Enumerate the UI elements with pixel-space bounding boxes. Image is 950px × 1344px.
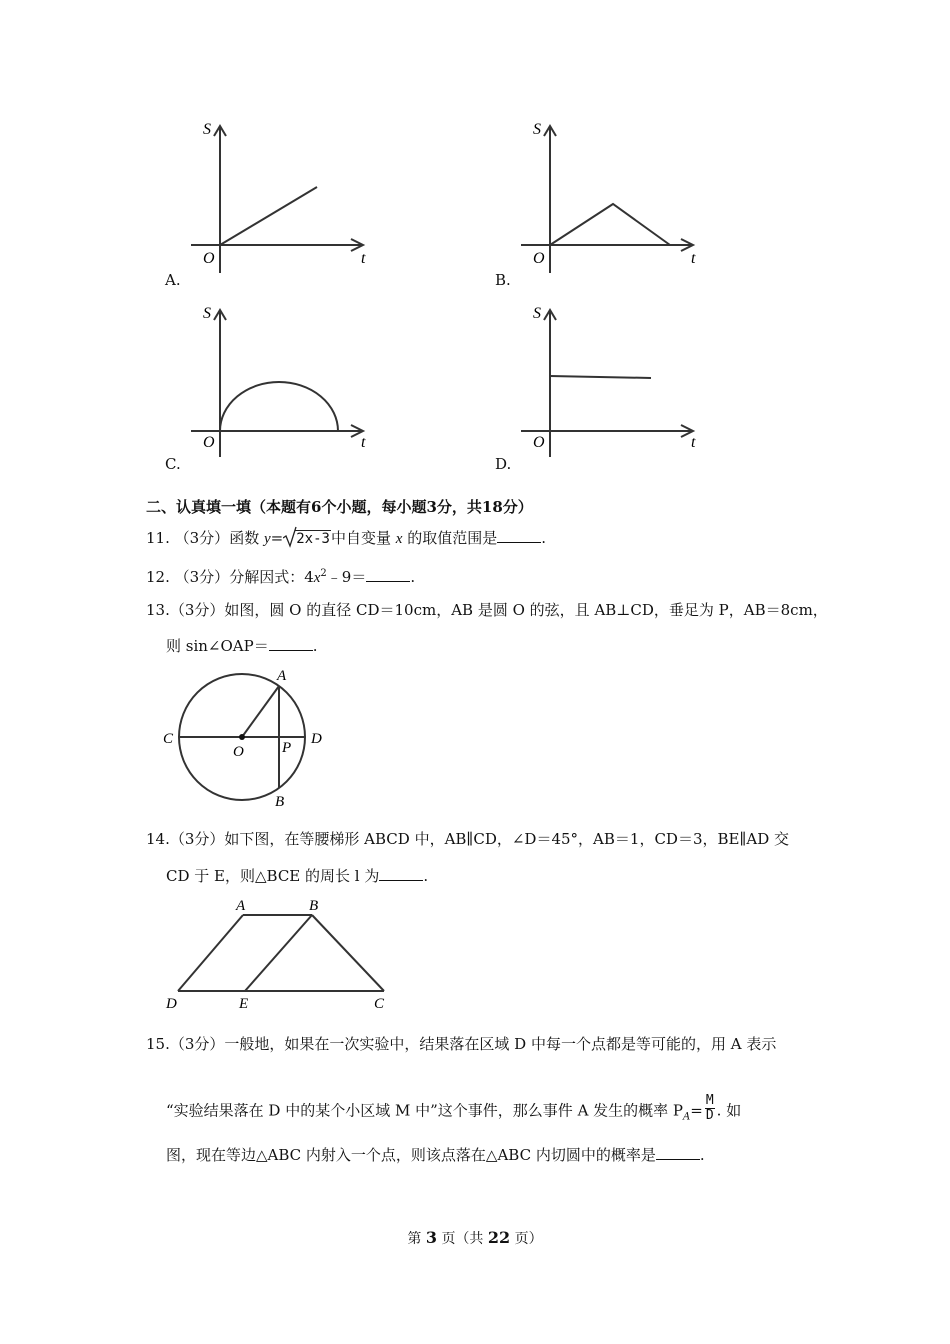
graph-c-x-label: t bbox=[361, 434, 366, 451]
q15-text-line-3: 图，现在等边△ABC 内射入一个点，则该点落在△ABC 内切圆中的概率是 bbox=[166, 1146, 656, 1164]
footer-total-pages: 22 bbox=[487, 1228, 511, 1247]
footer-mid: 页（共 bbox=[441, 1231, 484, 1247]
q12-text-a: 分解因式：4 bbox=[229, 568, 314, 586]
q11-score: （3分） bbox=[174, 529, 230, 547]
question-13-line-1 bbox=[146, 600, 828, 620]
q12-number: 12. bbox=[146, 568, 170, 586]
graph-b-option: B. bbox=[495, 271, 511, 289]
question-15-line-3 bbox=[166, 1145, 705, 1165]
q13-label-d: D bbox=[311, 731, 322, 747]
question-14-line-1 bbox=[146, 829, 789, 849]
q15-score: （3分） bbox=[169, 1035, 225, 1053]
q11-text-c: 的取值范围是 bbox=[407, 529, 498, 547]
q15-text-line-2b: . 如 bbox=[716, 1101, 742, 1120]
graph-a-x-label: t bbox=[361, 250, 366, 267]
q15-subscript: A bbox=[683, 1111, 691, 1123]
graph-c-option: C. bbox=[165, 455, 181, 473]
graph-d-option: D. bbox=[495, 455, 512, 473]
question-13-line-2 bbox=[166, 636, 318, 656]
q13-label-a: A bbox=[277, 668, 287, 684]
graph-c-y-label: S bbox=[203, 305, 211, 322]
graph-d-x-label: t bbox=[691, 434, 696, 451]
q13-label-p: P bbox=[282, 740, 292, 756]
q14-end: . bbox=[423, 867, 429, 885]
q14-text-line-1: 如下图，在等腰梯形 ABCD 中，AB∥CD，∠D＝45°，AB＝1，CD＝3，BE∥AD 交 bbox=[224, 830, 790, 848]
question-15-line-2 bbox=[166, 1093, 742, 1131]
q12-var-x: x bbox=[313, 570, 321, 586]
q13-text-line-1: 如图，圆 O 的直径 CD＝10cm，AB 是圆 O 的弦，且 AB⊥CD，垂足为 P，AB＝8cm， bbox=[224, 601, 828, 619]
page-footer bbox=[0, 1228, 950, 1248]
q11-eq: = bbox=[270, 529, 284, 547]
q11-text-a: 函数 bbox=[229, 529, 260, 547]
q14-answer-blank[interactable] bbox=[379, 866, 423, 881]
q14-label-a: A bbox=[236, 898, 246, 914]
q13-answer-blank[interactable] bbox=[269, 636, 313, 651]
q13-label-o: O bbox=[233, 744, 244, 760]
graph-a-option: A. bbox=[165, 271, 181, 289]
q14-number: 14. bbox=[146, 830, 170, 848]
q13-label-b: B bbox=[275, 794, 285, 810]
q11-var-y: y bbox=[263, 531, 271, 547]
q14-label-c: C bbox=[374, 996, 385, 1012]
question-12 bbox=[146, 564, 415, 588]
q13-circle-figure bbox=[160, 660, 340, 810]
graph-a-origin-label: O bbox=[203, 250, 215, 267]
graph-d-y-label: S bbox=[533, 305, 541, 322]
q15-eq: = bbox=[690, 1101, 703, 1120]
q12-end: . bbox=[410, 568, 416, 586]
q14-text-line-2: CD 于 E，则△BCE 的周长 l 为 bbox=[166, 867, 380, 885]
q14-score: （3分） bbox=[169, 830, 225, 848]
q15-text-line-2: “实验结果落在 D 中的某个小区域 M 中”这个事件，那么事件 A 发生的概率 P bbox=[166, 1101, 684, 1120]
q15-end: . bbox=[699, 1146, 705, 1164]
q15-text-line-1: 一般地，如果在一次实验中，结果落在区域 D 中每一个点都是等可能的，用 A 表示 bbox=[224, 1035, 777, 1053]
q11-var-x: x bbox=[395, 531, 403, 547]
q15-number: 15. bbox=[146, 1035, 170, 1053]
q12-score: （3分） bbox=[174, 568, 230, 586]
question-11 bbox=[146, 528, 546, 549]
q11-end: . bbox=[541, 529, 546, 547]
graph-c-origin-label: O bbox=[203, 434, 215, 451]
graph-c bbox=[185, 302, 385, 462]
q14-trapezoid-figure bbox=[160, 892, 400, 1014]
graph-b-origin-label: O bbox=[533, 250, 545, 267]
q11-answer-blank[interactable] bbox=[497, 528, 541, 543]
q11-number: 11. bbox=[146, 529, 170, 547]
q14-label-b: B bbox=[309, 898, 319, 914]
q15-frac-numerator: M bbox=[705, 1093, 714, 1108]
graph-b bbox=[515, 118, 715, 278]
q11-sqrt bbox=[283, 528, 331, 549]
q13-end: . bbox=[312, 637, 318, 655]
q13-score: （3分） bbox=[169, 601, 225, 619]
question-15-line-1 bbox=[146, 1034, 776, 1054]
q14-label-d: D bbox=[166, 996, 177, 1012]
q14-label-e: E bbox=[239, 996, 249, 1012]
graph-a bbox=[185, 118, 385, 278]
graph-d bbox=[515, 302, 715, 462]
question-14-line-2 bbox=[166, 866, 428, 886]
q12-text-b: ﹣9＝ bbox=[326, 568, 367, 586]
graph-d-origin-label: O bbox=[533, 434, 545, 451]
section-heading: 二、认真填一填（本题有6个小题，每小题3分，共18分） bbox=[146, 498, 533, 516]
q13-number: 13. bbox=[146, 601, 170, 619]
q13-label-c: C bbox=[163, 731, 174, 747]
footer-pre: 第 bbox=[407, 1231, 422, 1247]
q15-fraction bbox=[705, 1094, 715, 1123]
footer-post: 页） bbox=[514, 1231, 543, 1247]
graph-b-x-label: t bbox=[691, 250, 696, 267]
q12-answer-blank[interactable] bbox=[366, 567, 410, 582]
q15-frac-denominator: D bbox=[705, 1108, 714, 1123]
q13-text-line-2: 则 sin∠OAP＝ bbox=[166, 637, 269, 655]
q11-radicand: 2x-3 bbox=[296, 531, 330, 547]
q12-exponent: 2 bbox=[320, 568, 327, 579]
graph-a-y-label: S bbox=[203, 121, 211, 138]
graph-b-y-label: S bbox=[533, 121, 541, 138]
footer-page-number: 3 bbox=[425, 1228, 437, 1247]
q15-answer-blank[interactable] bbox=[656, 1145, 700, 1160]
q11-text-b: 中自变量 bbox=[330, 529, 391, 547]
